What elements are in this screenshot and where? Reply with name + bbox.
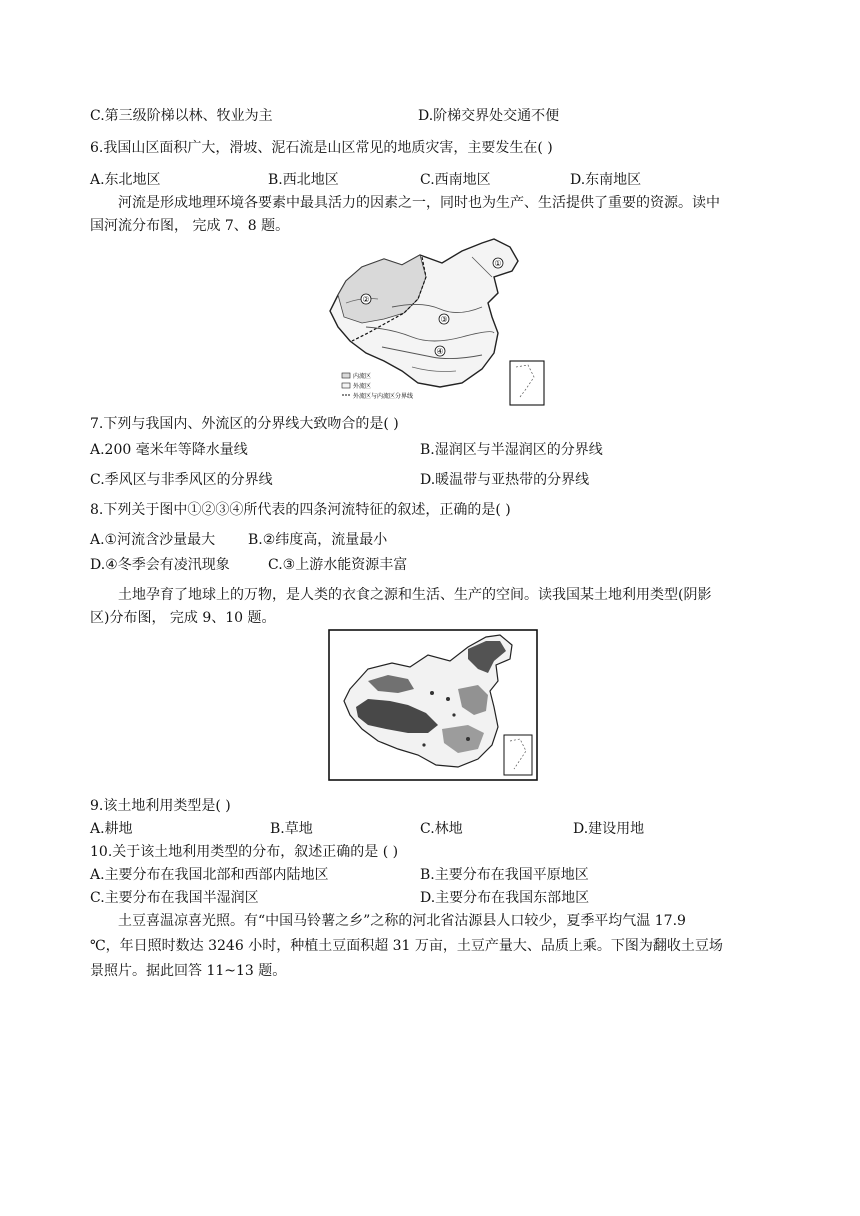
south-china-sea-inset-2 bbox=[504, 735, 532, 775]
q7-option-c: C.季风区与非季风区的分界线 bbox=[90, 472, 273, 488]
passage-rivers-line2: 国河流分布图， 完成 7、8 题。 bbox=[90, 218, 290, 234]
legend-external: 外流区 bbox=[353, 383, 372, 390]
land-use-map bbox=[328, 629, 538, 781]
marker-4: ④ bbox=[436, 347, 444, 356]
q7-stem: 7.下列与我国内、外流区的分界线大致吻合的是( ) bbox=[90, 416, 399, 432]
q10-stem: 10.关于该土地利用类型的分布，叙述正确的是 ( ) bbox=[90, 844, 399, 860]
passage-land-line1: 土地孕育了地球上的万物，是人类的衣食之源和生活、生产的空间。读我国某土地利用类型(阴影 bbox=[118, 587, 712, 603]
q10-option-a: A.主要分布在我国北部和西部内陆地区 bbox=[90, 867, 329, 883]
q7-option-a: A.200 毫米年等降水量线 bbox=[90, 442, 248, 458]
q8-stem: 8.下列关于图中①②③④所代表的四条河流特征的叙述，正确的是( ) bbox=[90, 502, 511, 518]
q6-option-a: A.东北地区 bbox=[90, 172, 161, 188]
passage-rivers-line1: 河流是形成地理环境各要素中最具活力的因素之一，同时也为生产、生活提供了重要的资源。读中 bbox=[118, 195, 720, 211]
legend-internal: 内流区 bbox=[353, 373, 372, 380]
passage-potato-line2: ℃，年日照时数达 3246 小时，种植土豆面积超 31 万亩，土豆产量大、品质上乘。下图为翻收土豆场 bbox=[90, 938, 723, 954]
q6-stem: 6.我国山区面积广大，滑坡、泥石流是山区常见的地质灾害，主要发生在( ) bbox=[90, 140, 553, 156]
q8-option-b: B.②纬度高，流量最小 bbox=[248, 532, 388, 548]
marker-3: ③ bbox=[440, 315, 448, 324]
legend-divide: 外流区与内流区分界线 bbox=[353, 393, 414, 400]
q5-option-d: D.阶梯交界处交通不便 bbox=[418, 108, 560, 124]
china-river-map bbox=[322, 237, 552, 409]
q9-option-b: B.草地 bbox=[270, 821, 313, 837]
q7-option-d: D.暖温带与亚热带的分界线 bbox=[420, 472, 590, 488]
south-china-sea-inset bbox=[510, 361, 544, 405]
q5-option-c: C.第三级阶梯以林、牧业为主 bbox=[90, 108, 273, 124]
passage-potato-line1: 土豆喜温凉喜光照。有“中国马铃薯之乡”之称的河北省沽源县人口较少，夏季平均气温 17.9 bbox=[118, 913, 686, 929]
q9-option-a: A.耕地 bbox=[90, 821, 133, 837]
marker-2: ② bbox=[362, 295, 370, 304]
q8-option-a: A.①河流含沙量最大 bbox=[90, 532, 216, 548]
q6-option-d: D.东南地区 bbox=[570, 172, 642, 188]
q6-option-b: B.西北地区 bbox=[268, 172, 339, 188]
passage-land-line2: 区)分布图， 完成 9、10 题。 bbox=[90, 610, 276, 626]
map-legend bbox=[342, 372, 413, 400]
q7-option-b: B.湿润区与半湿润区的分界线 bbox=[420, 442, 603, 458]
q9-option-d: D.建设用地 bbox=[573, 821, 645, 837]
q9-stem: 9.该土地利用类型是( ) bbox=[90, 798, 231, 814]
q8-option-d: D.④冬季会有凌汛现象 bbox=[90, 557, 230, 573]
q10-option-c: C.主要分布在我国半湿润区 bbox=[90, 890, 259, 906]
q10-option-d: D.主要分布在我国东部地区 bbox=[420, 890, 590, 906]
q6-option-c: C.西南地区 bbox=[420, 172, 491, 188]
passage-potato-line3: 景照片。据此回答 11~13 题。 bbox=[90, 963, 287, 979]
marker-1: ① bbox=[494, 259, 502, 268]
q10-option-b: B.主要分布在我国平原地区 bbox=[420, 867, 589, 883]
q8-option-c: C.③上游水能资源丰富 bbox=[268, 557, 408, 573]
q9-option-c: C.林地 bbox=[420, 821, 463, 837]
